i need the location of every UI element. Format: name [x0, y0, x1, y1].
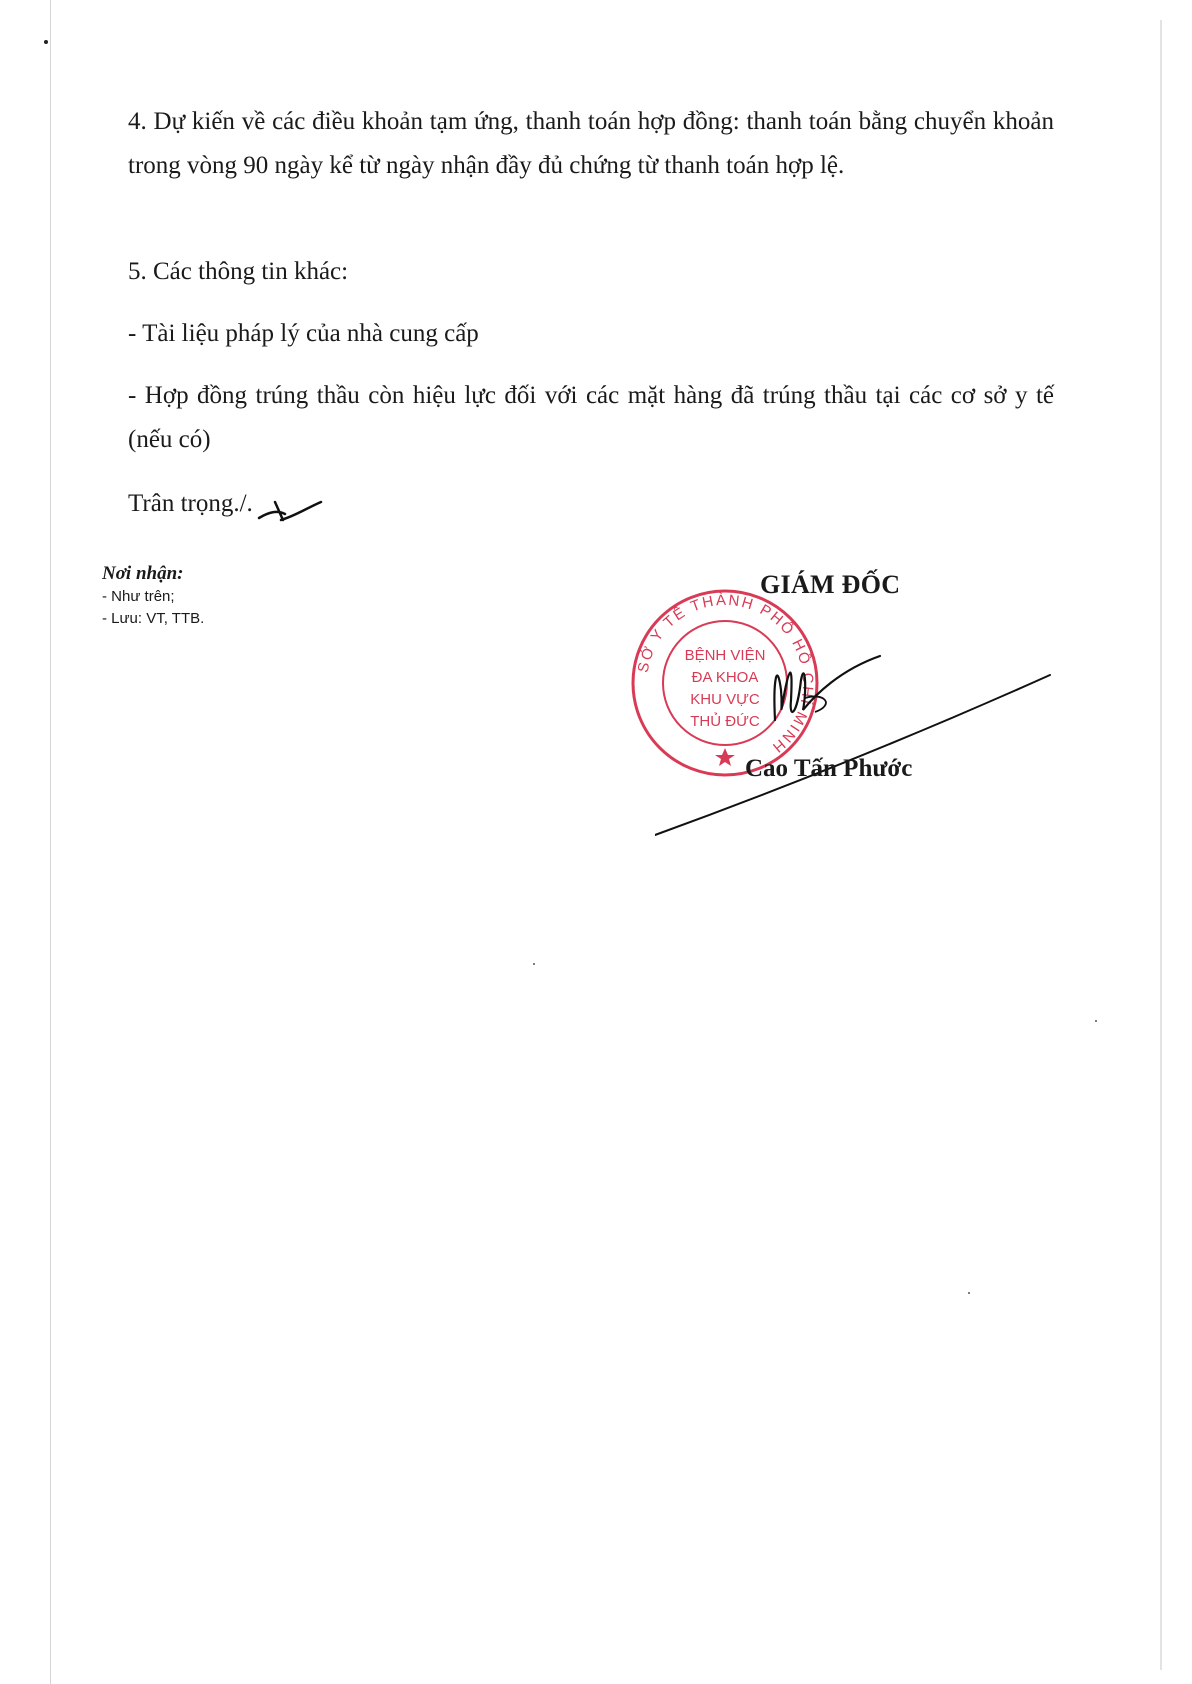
paragraph-item-4: 4. Dự kiến về các điều khoản tạm ứng, thanh toán hợp đồng: thanh toán bằng chuyển khoản trong vòng 90 ngày kể từ ngày nhận đầy đủ chứng từ thanh toán hợp lệ.: [128, 108, 1054, 179]
recipients-title: Nơi nhận:: [102, 563, 184, 584]
closing-greeting: Trân trọng./.: [128, 490, 253, 517]
stamp-outer-text: SỞ Y TẾ THÀNH PHỐ HỒ CHÍ MINH: [634, 591, 817, 757]
bullet-legal-documents: - Tài liệu pháp lý của nhà cung cấp: [128, 320, 479, 347]
scan-speck: [968, 1292, 970, 1294]
page-right-edge: [1160, 20, 1162, 1670]
bullet-winning-contract: - Hợp đồng trúng thầu còn hiệu lực đối với các mặt hàng đã trúng thầu tại các cơ sở y tế (nếu có): [128, 382, 1054, 453]
signer-title: GIÁM ĐỐC: [760, 570, 901, 599]
signer-name: Cao Tấn Phước: [745, 755, 913, 782]
scan-speck: [1095, 1020, 1097, 1022]
page-left-edge: [50, 0, 51, 1684]
stamp-line-2: ĐA KHOA: [691, 669, 759, 686]
handwritten-signature: [655, 650, 1055, 840]
stamp-line-1: BỆNH VIỆN: [684, 647, 766, 664]
initials-mark: [255, 490, 325, 530]
recipient-item: - Lưu: VT, TTB.: [102, 610, 205, 627]
scan-dot: [44, 40, 48, 44]
paragraph-item-5: 5. Các thông tin khác:: [128, 258, 349, 285]
recipient-item: - Như trên;: [102, 588, 175, 605]
stamp-line-4: THỦ ĐỨC: [690, 713, 760, 730]
scan-speck: [533, 963, 535, 965]
stamp-line-3: KHU VỰC: [690, 691, 760, 708]
recipients-block: [102, 562, 204, 630]
